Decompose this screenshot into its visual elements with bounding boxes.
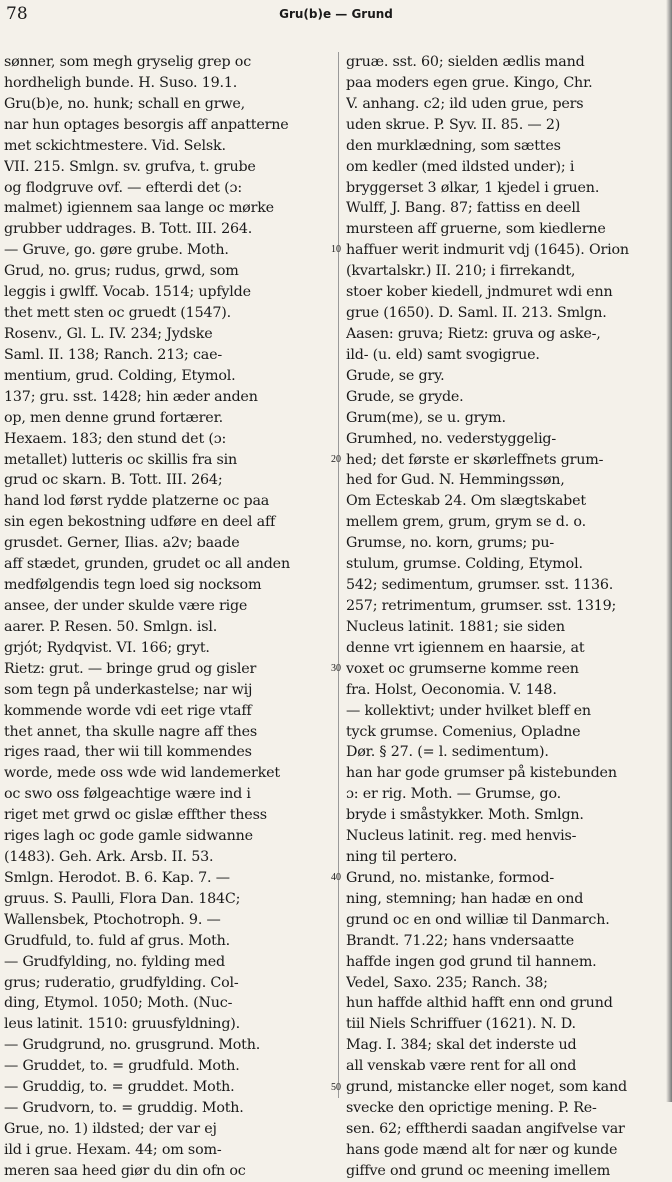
- text-line: haffde ingen god grund til hannem.: [346, 953, 597, 970]
- text-line: grus; ruderatio, grudfylding. Col-: [4, 974, 239, 991]
- text-line: ding, Etymol. 1050; Moth. (Nuc-: [4, 995, 233, 1012]
- text-line: 137; gru. sst. 1428; hin æder anden: [4, 388, 258, 405]
- text-line: sønner, som megh gryselig grep oc: [4, 54, 252, 70]
- text-line: den murklædning, som sættes: [346, 137, 561, 154]
- text-line: Wulff, J. Bang. 87; fattiss en deell: [346, 200, 581, 217]
- text-line: all venskab være rent for all ond: [346, 1058, 577, 1075]
- text-line: ild- (u. eld) samt svogigrue.: [346, 346, 540, 363]
- text-line: V. anhang. c2; ild uden grue, pers: [346, 95, 584, 112]
- text-line: kommende worde vdi eet rige vtaff: [4, 702, 252, 719]
- text-line: Grumhed, no. vederstyggelig-: [346, 430, 557, 447]
- text-line: Grudfuld, to. fuld af grus. Moth.: [4, 932, 231, 949]
- text-line: Brandt. 71.22; hans vndersaatte: [346, 932, 575, 949]
- left-column: [4, 52, 332, 1182]
- right-column: [346, 52, 664, 1182]
- text-line: denne vrt igiennem en haarsie, at: [346, 639, 585, 656]
- text-line: svecke den oprictige mening. P. Re-: [346, 1100, 597, 1117]
- text-line: riges lagh oc gode gamle sidwanne: [4, 828, 253, 845]
- text-line: giffve ond grund oc meening imellem: [346, 1162, 611, 1179]
- text-line: Saml. II. 138; Ranch. 213; cae-: [4, 346, 222, 363]
- text-line: thet annet, tha skulle nagre aff thes: [4, 723, 258, 740]
- text-line: tyck grumse. Comenius, Opladne: [346, 723, 581, 740]
- text-line: Hexaem. 183; den stund det (ɔ:: [4, 430, 227, 447]
- text-line: Rosenv., Gl. L. IV. 234; Jydske: [4, 325, 213, 342]
- text-line: grund oc en ond williæ til Danmarch.: [346, 911, 610, 928]
- line-number: 40: [331, 872, 341, 884]
- text-line: medfølgendis tegn loed sig nocksom: [4, 577, 262, 594]
- text-line: leus latinit. 1510: gruusfyldning).: [4, 1016, 240, 1033]
- text-line: ning, stemning; han hadæ en ond: [346, 890, 584, 907]
- text-line: — Gruve, go. gøre grube. Moth.: [4, 242, 229, 259]
- text-line: grund, mistancke eller noget, som kand: [346, 1079, 627, 1096]
- text-line: malmet) igiennem saa lange oc mørke: [4, 200, 274, 217]
- text-line: Vedel, Saxo. 235; Ranch. 38;: [346, 974, 548, 991]
- text-line: meren saa heed giør du din ofn oc: [4, 1162, 246, 1179]
- text-line: worde, mede oss wde wid landemerket: [4, 765, 280, 782]
- text-line: 257; retrimentum, grumser. sst. 1319;: [346, 597, 617, 614]
- text-line: sin egen bekostning udføre en deel aff: [4, 514, 276, 531]
- text-line: Wallensbek, Ptochotroph. 9. —: [4, 911, 221, 928]
- text-line: voxet oc grumserne komme reen: [346, 660, 579, 677]
- text-line: haffuer werit indmurit vdj (1645). Orion: [346, 242, 629, 259]
- text-line: ning til pertero.: [346, 849, 458, 866]
- text-line: Grue, no. 1) ildsted; der var ej: [4, 1121, 217, 1138]
- text-line: — Grudfylding, no. fylding med: [4, 953, 225, 970]
- line-number: 20: [331, 453, 341, 465]
- text-line: hed; det første er skørleffnets grum-: [346, 451, 604, 468]
- text-line: paa moders egen grue. Kingo, Chr.: [346, 74, 593, 91]
- text-line: (kvartalskr.) II. 210; i firrekandt,: [346, 263, 576, 280]
- line-number: 10: [331, 244, 341, 256]
- line-number: 30: [331, 662, 341, 674]
- text-line: stulum, grumse. Colding, Etymol.: [346, 556, 583, 573]
- text-line: bryggerset 3 ølkar, 1 kjedel i gruen.: [346, 179, 600, 196]
- running-title: Gru(b)e — Grund: [279, 7, 393, 21]
- text-line: Mag. I. 384; skal det inderste ud: [346, 1037, 577, 1054]
- text-line: gruus. S. Paulli, Flora Dan. 184C;: [4, 890, 241, 907]
- text-line: tiil Niels Schriffuer (1621). N. D.: [346, 1016, 576, 1033]
- text-line: riget met grwd oc gislæ effther thess: [4, 807, 267, 824]
- text-line: mentium, grud. Colding, Etymol.: [4, 367, 236, 384]
- page-number: 78: [6, 4, 28, 24]
- text-line: Grumse, no. korn, grums; pu-: [346, 535, 555, 552]
- text-line: grubber uddrages. B. Tott. III. 264.: [4, 221, 253, 238]
- text-line: — Gruddet, to. = grudfuld. Moth.: [4, 1058, 240, 1075]
- text-line: Dør. § 27. (= l. sedimentum).: [346, 744, 549, 761]
- text-line: aarer. P. Resen. 50. Smlgn. isl.: [4, 618, 218, 635]
- text-line: hordheligh bunde. H. Suso. 19.1.: [4, 74, 238, 91]
- text-line: gruæ. sst. 60; sielden ædlis mand: [346, 54, 585, 70]
- column-divider: [338, 52, 339, 1098]
- text-line: hed for Gud. N. Hemmingssøn,: [346, 472, 565, 489]
- text-line: op, men denne grund fortærer.: [4, 409, 223, 426]
- text-line: grud oc skarn. B. Tott. III. 264;: [4, 472, 223, 489]
- text-line: nar hun optages besorgis aff anpatterne: [4, 116, 289, 133]
- text-line: Nucleus latinit. reg. med henvis-: [346, 828, 577, 845]
- text-line: Grum(me), se u. grym.: [346, 409, 506, 426]
- text-line: hun haffde althid hafft enn ond grund: [346, 995, 613, 1012]
- text-line: og flodgruve ovf. — efterdi det (ɔ:: [4, 179, 242, 196]
- text-line: Aasen: gruva; Rietz: gruva og aske-,: [346, 325, 601, 342]
- text-line: ɔ: er rig. Moth. — Grumse, go.: [346, 786, 561, 803]
- text-line: mursteen aff gruerne, som kiedlerne: [346, 221, 606, 238]
- text-line: ansee, der under skulde være rige: [4, 597, 248, 614]
- text-line: uden skrue. P. Syv. II. 85. — 2): [346, 116, 561, 133]
- text-line: grusdet. Gerner, Ilias. a2v; baade: [4, 535, 240, 552]
- text-line: mellem grem, grum, grym se d. o.: [346, 514, 586, 531]
- text-line: Smlgn. Herodot. B. 6. Kap. 7. —: [4, 869, 230, 886]
- text-line: Om Ecteskab 24. Om slægtskabet: [346, 493, 586, 510]
- text-line: hand lod først rydde platzerne oc paa: [4, 493, 270, 510]
- text-line: Grude, se gryde.: [346, 388, 464, 405]
- text-line: Rietz: grut. — bringe grud og gisler: [4, 660, 257, 677]
- text-line: ild i grue. Hexam. 44; om som-: [4, 1141, 222, 1158]
- text-line: — Grudvorn, to. = gruddig. Moth.: [4, 1100, 244, 1117]
- text-line: fra. Holst, Oeconomia. V. 148.: [346, 681, 557, 698]
- text-line: VII. 215. Smlgn. sv. grufva, t. grube: [4, 158, 256, 175]
- text-line: han har gode grumser på kistebunden: [346, 765, 617, 782]
- text-line: Grund, no. mistanke, formod-: [346, 869, 555, 886]
- text-line: oc swo oss følgeachtige wære ind i: [4, 786, 251, 803]
- text-line: Gru(b)e, no. hunk; schall en grwe,: [4, 95, 246, 112]
- text-line: som tegn på underkastelse; nar wij: [4, 681, 253, 698]
- text-line: Grud, no. grus; rudus, grwd, som: [4, 263, 239, 280]
- text-line: bryde i småstykker. Moth. Smlgn.: [346, 807, 584, 824]
- text-line: — Grudgrund, no. grusgrund. Moth.: [4, 1037, 261, 1054]
- page-header: [0, 0, 672, 30]
- page-edge-shadow: [666, 0, 672, 1102]
- text-line: Nucleus latinit. 1881; sie siden: [346, 618, 565, 635]
- text-line: 542; sedimentum, grumser. sst. 1136.: [346, 577, 614, 594]
- text-line: aff stædet, grunden, grudet oc all anden: [4, 556, 290, 573]
- text-line: hans gode mænd alt for nær og kunde: [346, 1141, 618, 1158]
- text-line: stoer kober kiedell, jndmuret wdi enn: [346, 284, 613, 301]
- text-line: metallet) lutteris oc skillis fra sin: [4, 451, 238, 468]
- text-line: thet mett sten oc gruedt (1547).: [4, 305, 231, 322]
- text-line: sen. 62; efftherdi saadan angifvelse var: [346, 1121, 625, 1138]
- text-line: grue (1650). D. Saml. II. 213. Smlgn.: [346, 305, 607, 322]
- text-line: met sckichtmestere. Vid. Selsk.: [4, 137, 226, 154]
- line-number: 50: [331, 1081, 341, 1093]
- text-line: (1483). Geh. Ark. Arsb. II. 53.: [4, 849, 214, 866]
- text-line: grjót; Rydqvist. VI. 166; gryt.: [4, 639, 210, 656]
- text-line: — Gruddig, to. = gruddet. Moth.: [4, 1079, 235, 1096]
- text-line: om kedler (med ildsted under); i: [346, 158, 575, 175]
- text-line: riges raad, ther wii till kommendes: [4, 744, 252, 761]
- text-line: Grude, se gry.: [346, 367, 445, 384]
- text-line: leggis i gwlff. Vocab. 1514; upfylde: [4, 284, 251, 301]
- text-line: — kollektivt; under hvilket bleff en: [346, 702, 591, 719]
